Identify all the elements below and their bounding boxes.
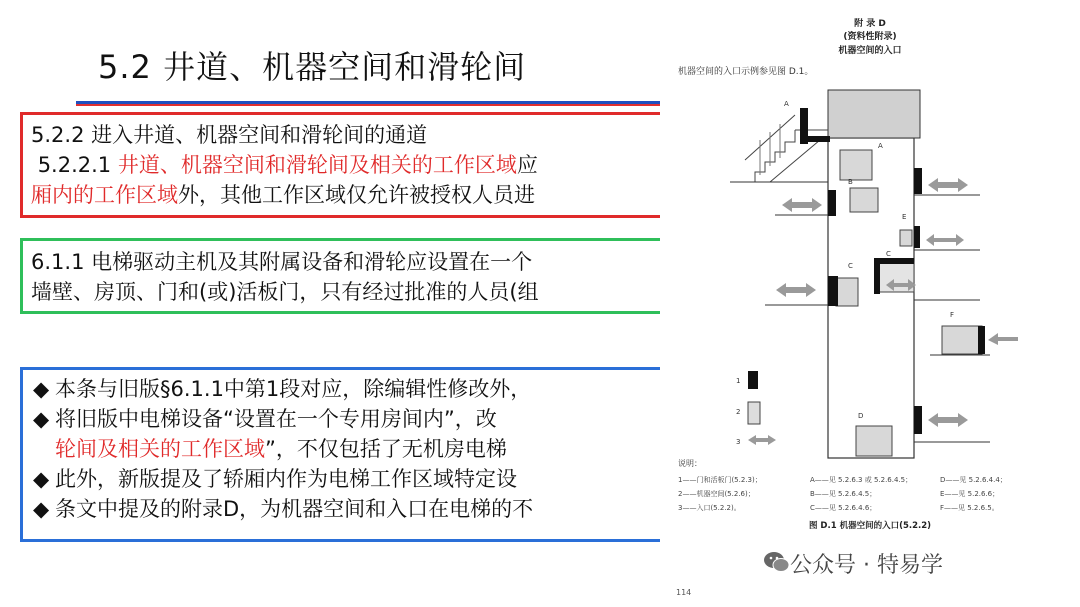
figure-caption: 图 D.1 机器空间的入口(5.2.2) [808,521,932,531]
bullet-text: 条文中提及的附录D，为机器空间和入口在电梯的不 [55,497,534,521]
diamond-bullet-icon: ◆ [33,497,50,521]
bullet-item [33,374,660,404]
bullet-continuation [33,434,660,464]
appendix-page [660,0,1080,607]
machine-space [840,150,872,180]
diamond-bullet-icon: ◆ [33,407,50,431]
label-e: E [902,213,907,221]
highlight-text: 轮间及相关的工作区域 [55,437,265,461]
legend-item: B——见 5.2.6.4.5； [810,490,877,498]
bullet-item [33,404,660,434]
legend-key-3: 3 [736,438,741,446]
machine-space [836,278,858,306]
clause-number: 5.2.2.1 [37,153,118,177]
door [874,258,880,294]
door [914,168,922,194]
highlight-text: 井道、机器空间和滑轮间及相关的工作区域 [117,153,517,177]
label-c: C [848,262,853,270]
label-a: A [784,100,789,108]
bullet-item [33,494,660,524]
clause-text: 应 [516,153,538,177]
clause-line: 墙壁、房顶、门和(或)活板门，只有经过批准的人员(组 [31,280,539,304]
door [828,276,838,306]
diamond-bullet-icon: ◆ [33,467,50,491]
legend-key-1: 1 [736,377,741,385]
door [828,190,836,216]
watermark: 公众号 · 特易学 [790,553,943,578]
door [914,226,920,248]
clause-5-2-2-box [20,112,660,218]
clause-text: 外，其他工作区域仅允许被授权人员进 [178,183,535,207]
bullet-text: 本条与旧版§6.1.1中第1段对应，除编辑性修改外， [55,377,532,401]
legend-item: 2——机器空间(5.2.6)； [678,490,755,498]
label-d: D [858,412,864,420]
bullet-item [33,464,660,494]
label-c: C [886,250,891,258]
machine-space [856,426,892,456]
door [914,406,922,434]
legend-item: 3——入口(5.2.2)。 [678,504,741,512]
machine-space [900,230,912,246]
commentary-box [20,367,660,542]
appendix-intro: 机器空间的入口示例参见图 D.1。 [678,67,814,77]
machine-space-entrance-diagram [660,0,1080,460]
machine-space [850,188,878,212]
legend-item: 1——门和活板门(5.2.3)； [678,476,762,484]
appendix-type: (资料性附录) [843,32,897,42]
clause-line: 6.1.1 电梯驱动主机及其附属设备和滑轮应设置在一个 [31,250,533,274]
slide-title: 5.2 井道、机器空间和滑轮间 [98,48,527,86]
machine-space [942,326,982,354]
label-b: B [848,178,853,186]
wechat-icon [763,550,791,574]
top-machine-room [828,90,920,138]
bullet-text: ”，不仅包括了无机房电梯 [265,437,507,461]
staircase [730,115,828,182]
label-a: A [878,142,883,150]
legend-title: 说明： [678,459,702,468]
bullet-text: 此外，新版提及了轿厢内作为电梯工作区域特定设 [55,467,517,491]
legend-item: C——见 5.2.6.4.6； [810,504,877,512]
legend-item: E——见 5.2.6.6； [940,490,1000,498]
label-f: F [950,311,955,319]
door [808,136,830,142]
appendix-heading: 附 录 D [854,19,886,29]
door [978,326,985,354]
title-underline [76,101,660,106]
door [800,108,808,144]
clause-6-1-1-box [20,238,660,314]
bullet-text: 将旧版中电梯设备“设置在一个专用房间内”，改 [55,407,497,431]
legend-item: F——见 5.2.6.5。 [940,504,999,512]
legend-item: A——见 5.2.6.3 或 5.2.6.4.5； [810,476,913,484]
clause-line [31,180,660,210]
clause-line: 5.2.2 进入井道、机器空间和滑轮间的通道 [31,123,428,147]
page-number: 114 [676,588,692,597]
legend-key-2: 2 [736,408,741,416]
appendix-title: 机器空间的入口 [838,46,902,56]
legend-item: D——见 5.2.6.4.4； [940,476,1007,484]
highlight-text: 厢内的工作区域 [31,183,178,207]
clause-line [31,150,660,180]
diamond-bullet-icon: ◆ [33,377,50,401]
